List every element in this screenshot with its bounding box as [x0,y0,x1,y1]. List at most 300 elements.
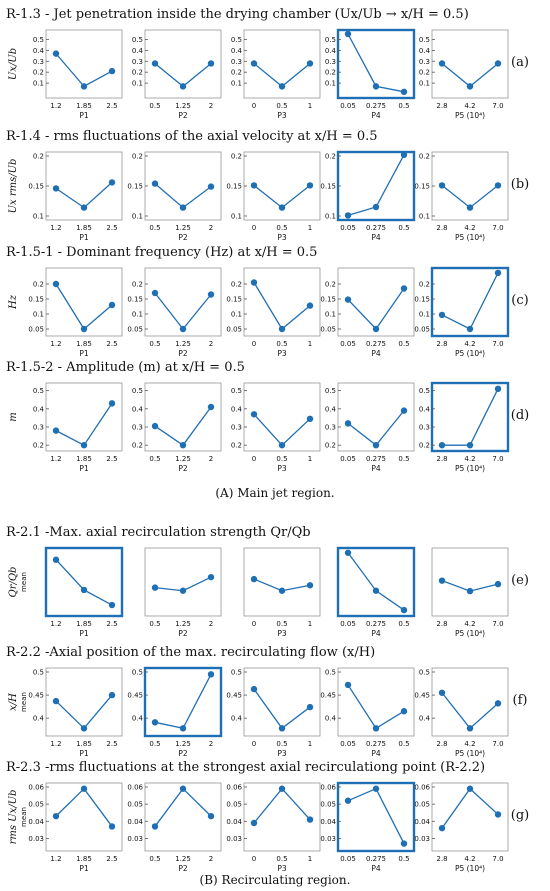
panel-p3 [226,268,320,358]
x-tick-label: 0 [251,224,257,232]
panel-p4 [320,668,414,758]
x-tick-label: 1.25 [175,455,191,463]
data-point [401,407,407,413]
x-tick-label: 0.5 [276,102,288,110]
data-point [81,204,87,210]
data-point [373,326,379,332]
y-tick-label: 0.4 [131,714,143,723]
x-axis-label: P4 [371,111,381,120]
panel-p2 [132,383,221,473]
x-tick-label: 2 [208,620,214,628]
data-point [439,182,445,188]
panel-frame [145,383,221,451]
x-tick-label: 0.5 [149,455,161,463]
data-point [152,823,158,829]
panel-p3 [226,152,320,242]
y-axis-mean-label: mean [20,807,28,827]
highlight-frame [338,548,414,616]
data-point [208,183,214,189]
x-tick-label: 0.5 [276,620,288,628]
data-point [109,302,115,308]
x-axis-label: P2 [178,464,188,473]
data-point [180,786,186,792]
y-tick-label: 0.15 [28,182,44,191]
x-tick-label: 0 [251,102,257,110]
data-point [495,811,501,817]
y-tick-label: 0.2 [418,441,430,450]
x-tick-label: 1 [307,855,313,863]
panel-p1 [33,30,122,120]
data-point [439,577,445,583]
y-tick-label: 0.06 [414,783,430,792]
x-tick-label: 7.0 [492,855,504,863]
series-line [442,273,498,329]
y-tick-label: 0.2 [32,68,44,77]
y-tick-label: 0.05 [127,325,143,334]
data-point [439,60,445,66]
data-point [208,404,214,410]
panel-p3 [226,668,320,758]
row-title: R-2.2 -Axial position of the max. recirculating flow (x/H) [6,645,376,660]
y-tick-label: 0.2 [32,280,44,289]
panel-p1 [33,383,122,473]
x-axis-label: P2 [178,629,188,638]
x-axis-label: P1 [79,111,89,120]
series-line [155,789,211,827]
series-line [56,182,112,207]
x-tick-label: 2 [208,740,214,748]
x-tick-label: 1 [307,620,313,628]
y-tick-label: 0.3 [324,57,336,66]
data-point [152,60,158,66]
data-point [81,326,87,332]
y-tick-label: 0.4 [418,405,430,414]
caption-recirculating: (B) Recirculating region. [199,873,351,887]
y-tick-label: 0.1 [32,79,44,88]
panel-p3 [231,30,320,120]
x-tick-label: 1.2 [50,102,62,110]
y-tick-label: 0.3 [418,57,430,66]
x-tick-label: 1.2 [50,740,62,748]
data-point [467,588,473,594]
x-tick-label: 2 [208,455,214,463]
series-line [254,789,310,823]
x-tick-label: 2.8 [436,102,448,110]
y-tick-label: 0.5 [418,35,430,44]
x-tick-label: 4.2 [464,224,476,232]
y-tick-label: 0.04 [414,817,430,826]
data-point [439,690,445,696]
panel-frame [244,548,320,616]
x-tick-label: 1 [307,740,313,748]
data-point [109,400,115,406]
x-tick-label: 1.2 [50,455,62,463]
row-tag: (d) [510,408,530,423]
y-tick-label: 0.4 [418,714,430,723]
data-point [439,312,445,318]
y-tick-label: 0.04 [127,817,143,826]
data-point [81,725,87,731]
panel-p5 [414,783,508,873]
data-point [345,31,351,37]
panel-p2 [127,668,221,758]
x-tick-label: 0.5 [276,855,288,863]
x-tick-label: 1.25 [175,102,191,110]
y-axis-mean-label: mean [20,692,28,712]
highlight-frame [432,268,508,336]
panel-p2 [127,152,221,242]
y-tick-label: 0.1 [230,79,242,88]
series-line [348,685,404,728]
panel-p4 [320,152,414,242]
data-point [345,420,351,426]
panel-p5 [414,268,508,358]
y-tick-label: 0.4 [230,714,242,723]
y-tick-label: 0.2 [418,68,430,77]
x-tick-label: 4.2 [464,740,476,748]
x-tick-label: 0.05 [340,455,356,463]
x-tick-label: 7.0 [492,340,504,348]
y-tick-label: 0.45 [226,691,242,700]
y-tick-label: 0.5 [230,387,242,396]
data-point [345,798,351,804]
x-tick-label: 1.2 [50,620,62,628]
x-axis-label: P4 [371,464,381,473]
data-point [152,423,158,429]
x-tick-label: 1 [307,224,313,232]
x-axis-label: P5 (10⁴) [454,111,486,120]
panel-p4 [325,30,414,120]
y-axis-label: rms Ux/Ub [8,789,19,845]
panel-p1 [28,268,122,358]
series-line [442,693,498,729]
panel-p2 [127,783,221,873]
x-tick-label: 2.8 [436,855,448,863]
data-point [495,182,501,188]
data-point [109,179,115,185]
data-point [53,427,59,433]
data-point [439,825,445,831]
x-axis-label: P3 [277,749,287,758]
series-line [348,411,404,446]
x-axis-label: P5 (10⁴) [454,864,486,873]
y-tick-label: 0.2 [324,441,336,450]
y-tick-label: 0.1 [418,310,430,319]
highlight-frame [432,383,508,451]
y-tick-label: 0.5 [32,668,44,677]
x-axis-label: P1 [79,464,89,473]
x-tick-label: 7.0 [492,620,504,628]
x-tick-label: 1 [307,340,313,348]
x-axis-label: P2 [178,749,188,758]
x-tick-label: 0.5 [398,455,410,463]
data-point [307,182,313,188]
x-axis-label: P1 [79,233,89,242]
data-point [208,813,214,819]
x-axis-label: P5 (10⁴) [454,233,486,242]
y-tick-label: 0.05 [28,325,44,334]
x-tick-label: 1.2 [50,224,62,232]
data-point [279,326,285,332]
y-tick-label: 0.1 [32,310,44,319]
data-point [53,185,59,191]
x-tick-label: 2 [208,224,214,232]
data-point [251,182,257,188]
x-tick-label: 7.0 [492,455,504,463]
x-tick-label: 1.25 [175,620,191,628]
data-point [180,83,186,89]
chart-row-r-2.2 [6,645,527,758]
y-axis-label: Qr/Qb [8,566,19,598]
data-point [180,326,186,332]
x-tick-label: 1 [307,455,313,463]
x-tick-label: 0 [251,340,257,348]
panel-p2 [145,548,221,638]
data-point [152,719,158,725]
row-tag: (g) [510,808,530,823]
series-line [348,553,404,610]
data-point [109,68,115,74]
y-tick-label: 0.2 [32,441,44,450]
x-tick-label: 2.5 [106,855,118,863]
panel-p2 [127,268,221,358]
data-point [439,442,445,448]
y-tick-label: 0.04 [320,817,336,826]
panel-p3 [244,548,320,638]
x-tick-label: 1.85 [76,455,92,463]
panel-p4 [320,783,414,873]
y-tick-label: 0.4 [32,405,44,414]
y-tick-label: 0.3 [131,57,143,66]
series-line [442,185,498,207]
x-axis-label: P5 (10⁴) [454,349,486,358]
y-tick-label: 0.06 [320,783,336,792]
x-axis-label: P3 [277,864,287,873]
x-tick-label: 0 [251,740,257,748]
x-tick-label: 2.5 [106,102,118,110]
y-tick-label: 0.2 [230,280,242,289]
x-tick-label: 4.2 [464,102,476,110]
chart-row-r-1.3 [6,7,529,120]
x-tick-label: 2 [208,102,214,110]
panel-p1 [46,548,122,638]
x-axis-label: P1 [79,749,89,758]
y-tick-label: 0.5 [32,387,44,396]
data-point [180,204,186,210]
data-point [279,588,285,594]
y-tick-label: 0.5 [131,35,143,44]
data-point [373,204,379,210]
data-point [53,50,59,56]
row-title: R-1.3 - Jet penetration inside the drying chamber (Ux/Ub → x/H = 0.5) [6,7,469,22]
x-tick-label: 0.275 [365,340,387,348]
y-tick-label: 0.06 [127,783,143,792]
data-point [152,584,158,590]
row-title: R-2.1 -Max. axial recirculation strength Qr/Qb [6,525,311,540]
panel-frame [46,383,122,451]
y-tick-label: 0.5 [230,35,242,44]
panel-p5 [432,548,508,638]
chart-row-r-1.5-2 [6,360,529,473]
data-point [373,442,379,448]
y-tick-label: 0.4 [324,405,336,414]
x-tick-label: 1.25 [175,224,191,232]
x-tick-label: 2.5 [106,224,118,232]
data-point [401,607,407,613]
x-tick-label: 7.0 [492,740,504,748]
y-tick-label: 0.1 [230,212,242,221]
x-tick-label: 2.5 [106,740,118,748]
y-tick-label: 0.5 [230,668,242,677]
x-tick-label: 2.8 [436,224,448,232]
y-tick-label: 0.5 [324,35,336,44]
x-axis-label: P2 [178,349,188,358]
x-axis-label: P3 [277,111,287,120]
panel-frame [46,268,122,336]
y-tick-label: 0.3 [32,57,44,66]
y-tick-label: 0.15 [127,295,143,304]
series-line [442,789,498,828]
y-tick-label: 0.06 [226,783,242,792]
x-tick-label: 0.5 [276,224,288,232]
x-tick-label: 2 [208,340,214,348]
x-tick-label: 0.05 [340,620,356,628]
series-line [56,789,112,827]
y-tick-label: 0.05 [226,325,242,334]
data-point [307,302,313,308]
y-tick-label: 0.15 [226,182,242,191]
y-tick-label: 0.1 [324,310,336,319]
y-axis-label: x/H [8,693,19,711]
y-axis-label: Ux/Ub [8,47,19,81]
x-tick-label: 0.5 [398,620,410,628]
data-point [53,281,59,287]
series-line [254,63,310,86]
data-point [495,581,501,587]
x-tick-label: 0.5 [398,740,410,748]
y-tick-label: 0.1 [131,212,143,221]
x-axis-label: P3 [277,629,287,638]
series-line [56,403,112,445]
series-line [254,414,310,445]
data-point [467,725,473,731]
y-tick-label: 0.2 [131,152,143,161]
y-tick-label: 0.4 [324,714,336,723]
data-point [279,83,285,89]
series-line [155,407,211,445]
data-point [251,686,257,692]
data-point [251,279,257,285]
y-tick-label: 0.1 [131,79,143,88]
panel-p5 [419,30,508,120]
x-tick-label: 1.85 [76,620,92,628]
data-point [109,692,115,698]
y-tick-label: 0.05 [320,800,336,809]
panel-frame [145,268,221,336]
data-point [208,60,214,66]
data-point [373,588,379,594]
x-tick-label: 0.5 [149,340,161,348]
x-axis-label: P3 [277,349,287,358]
x-tick-label: 0.5 [276,340,288,348]
row-title: R-1.4 - rms fluctuations of the axial velocity at x/H = 0.5 [6,129,378,144]
x-tick-label: 0.275 [365,102,387,110]
x-tick-label: 4.2 [464,855,476,863]
panel-p5 [414,152,508,242]
panel-p4 [338,548,414,638]
y-tick-label: 0.5 [131,668,143,677]
panel-p3 [231,383,320,473]
y-tick-label: 0.45 [127,691,143,700]
data-point [307,60,313,66]
y-tick-label: 0.45 [28,691,44,700]
y-tick-label: 0.4 [131,46,143,55]
row-title: R-1.5-1 - Dominant frequency (Hz) at x/H = 0.5 [6,245,318,260]
x-axis-label: P3 [277,464,287,473]
caption-main-jet: (A) Main jet region. [215,486,335,500]
x-tick-label: 1.2 [50,855,62,863]
y-tick-label: 0.05 [28,800,44,809]
data-point [180,442,186,448]
row-title: R-1.5-2 - Amplitude (m) at x/H = 0.5 [6,360,245,375]
series-line [56,284,112,329]
data-point [401,89,407,95]
x-tick-label: 0.275 [365,620,387,628]
x-tick-label: 0 [251,620,257,628]
series-line [155,293,211,329]
x-tick-label: 1.25 [175,340,191,348]
data-point [180,588,186,594]
data-point [208,574,214,580]
y-tick-label: 0.15 [320,295,336,304]
x-tick-label: 0.5 [149,855,161,863]
y-axis-label: Ux rms/Ub [8,158,19,214]
panel-p3 [226,783,320,873]
series-line [254,283,310,330]
y-tick-label: 0.5 [418,668,430,677]
data-point [467,204,473,210]
chart-row-r-2.3 [6,760,529,873]
x-tick-label: 0.5 [276,740,288,748]
data-point [467,83,473,89]
data-point [373,786,379,792]
y-tick-label: 0.03 [414,834,430,843]
x-tick-label: 0.275 [365,224,387,232]
series-line [155,184,211,208]
data-point [152,180,158,186]
data-point [208,671,214,677]
y-tick-label: 0.4 [230,405,242,414]
y-tick-label: 0.05 [320,325,336,334]
y-tick-label: 0.45 [414,691,430,700]
chart-row-r-1.4 [6,129,529,242]
y-tick-label: 0.04 [28,817,44,826]
data-point [109,602,115,608]
data-point [152,290,158,296]
data-point [279,725,285,731]
x-tick-label: 0.5 [276,455,288,463]
y-tick-label: 0.5 [418,387,430,396]
y-tick-label: 0.4 [418,46,430,55]
series-line [442,63,498,86]
panel-frame [338,383,414,451]
y-tick-label: 0.06 [28,783,44,792]
y-tick-label: 0.2 [230,441,242,450]
y-tick-label: 0.5 [32,35,44,44]
y-tick-label: 0.4 [131,405,143,414]
y-tick-label: 0.2 [230,152,242,161]
y-tick-label: 0.2 [230,68,242,77]
